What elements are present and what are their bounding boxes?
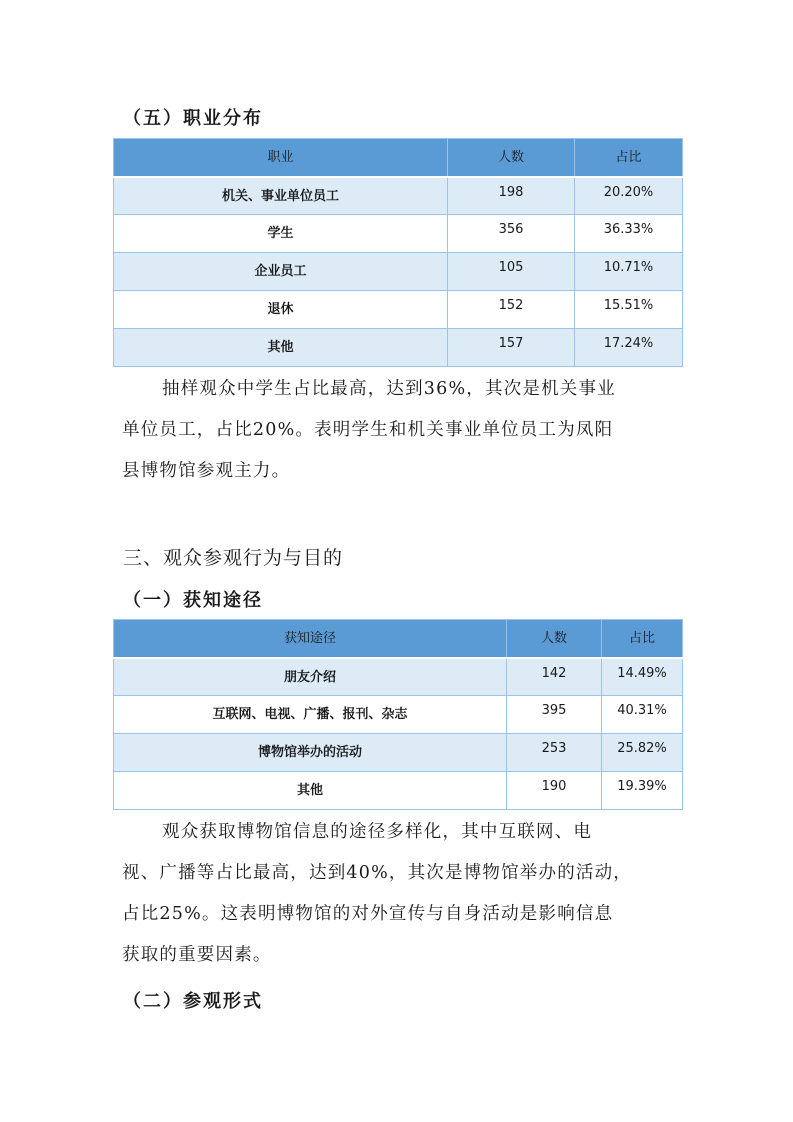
header-percent: 占比 [602,620,683,658]
paragraph-line: 县博物馆参观主力。 [122,461,291,481]
row-label: 机关、事业单位员工 [114,177,448,215]
header-channel: 获知途径 [114,620,507,658]
row-label: 学生 [114,215,448,253]
row-percent: 17.24% [575,329,683,367]
section-heading-occupation: （五）职业分布 [123,108,263,129]
row-label: 互联网、电视、广播、报刊、杂志 [114,696,507,734]
row-percent: 36.33% [575,215,683,253]
paragraph-line: 抽样观众中学生占比最高，达到36%，其次是机关事业 [162,379,616,399]
section-heading-info-channel: （一）获知途径 [123,590,263,611]
row-count: 190 [507,772,602,810]
table-row [114,734,683,772]
paragraph-line: 观众获取博物馆信息的途径多样化，其中互联网、电 [162,822,593,842]
row-label: 其他 [114,329,448,367]
row-count: 198 [448,177,575,215]
table-header-row [114,139,683,177]
row-count: 157 [448,329,575,367]
row-label: 退休 [114,291,448,329]
row-count: 356 [448,215,575,253]
info-channel-summary-paragraph [122,812,682,976]
header-occupation: 职业 [114,139,448,177]
table-header-row [114,620,683,658]
paragraph-line: 视、广播等占比最高，达到40%，其次是博物馆举办的活动， [122,863,632,883]
paragraph-line: 获取的重要因素。 [122,945,272,965]
occupation-table [113,138,683,367]
table-row [114,696,683,734]
table-row [114,215,683,253]
row-count: 152 [448,291,575,329]
row-label: 博物馆举办的活动 [114,734,507,772]
row-count: 395 [507,696,602,734]
row-percent: 25.82% [602,734,683,772]
info-channel-table [113,619,683,810]
row-percent: 19.39% [602,772,683,810]
row-count: 253 [507,734,602,772]
paragraph-line: 占比25%。这表明博物馆的对外宣传与自身活动是影响信息 [122,904,614,924]
row-label: 其他 [114,772,507,810]
paragraph-line: 单位员工，占比20%。表明学生和机关事业单位员工为凤阳 [122,420,614,440]
row-count: 142 [507,658,602,696]
row-percent: 15.51% [575,291,683,329]
section-heading-visit-form: （二）参观形式 [123,991,263,1012]
table-row [114,772,683,810]
row-percent: 10.71% [575,253,683,291]
row-percent: 20.20% [575,177,683,215]
table-row [114,177,683,215]
occupation-summary-paragraph [122,369,682,492]
row-percent: 40.31% [602,696,683,734]
table-row [114,329,683,367]
chapter-heading: 三、观众参观行为与目的 [123,547,344,569]
row-label: 企业员工 [114,253,448,291]
row-label: 朋友介绍 [114,658,507,696]
table-row [114,253,683,291]
row-count: 105 [448,253,575,291]
header-count: 人数 [448,139,575,177]
row-percent: 14.49% [602,658,683,696]
table-row [114,291,683,329]
header-percent: 占比 [575,139,683,177]
header-count: 人数 [507,620,602,658]
table-row [114,658,683,696]
